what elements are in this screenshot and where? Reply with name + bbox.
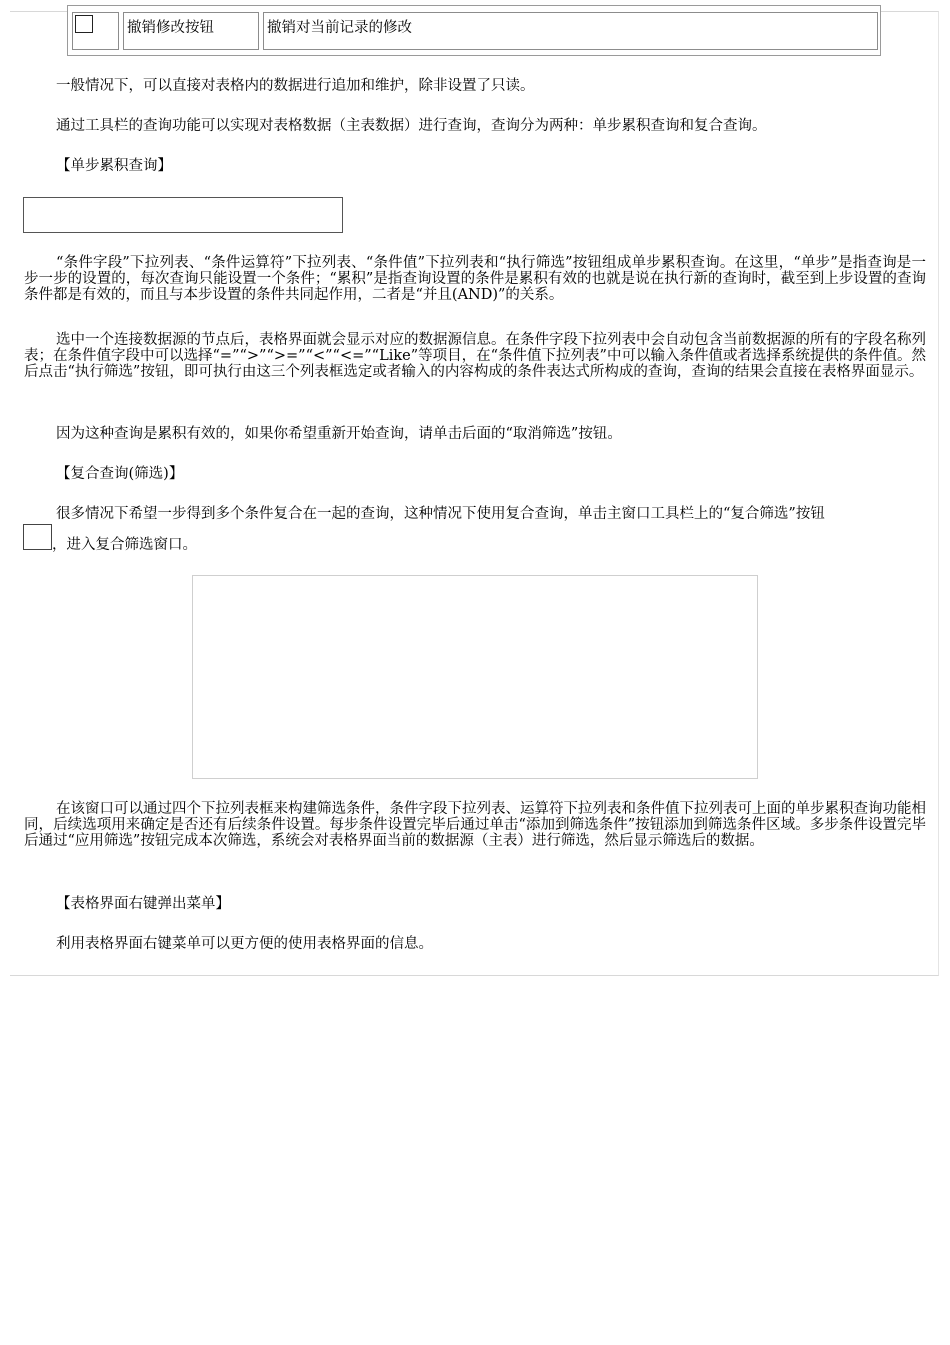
paragraph-filter-window-desc: 在该窗口可以通过四个下拉列表框来构建筛选条件，条件字段下拉列表、运算符下拉列表和条件值下拉列表可上面的单步累积查询功能相同，后续选项用来确定是否还有后续条件设置。每步条件设置完毕后通过单击“添加到筛选条件”按钮添加到筛选条件区域。多步条件设置完毕后通过“应用筛选”按钮完成本次筛选，系统会对表格界面当前的数据源（主表）进行筛选，然后显示筛选后的数据。 <box>24 801 926 849</box>
table-cell-name <box>123 12 259 50</box>
compound-filter-button-icon <box>23 524 52 550</box>
undo-button-icon <box>75 15 93 33</box>
button-table <box>67 5 881 56</box>
heading-context-menu: 【表格界面右键弹出菜单】 <box>56 896 230 912</box>
button-name-text: 撤销修改按钮 <box>127 20 214 36</box>
paragraph-query-intro: 通过工具栏的查询功能可以实现对表格数据（主表数据）进行查询，查询分为两种：单步累积查询和复合查询。 <box>56 118 767 134</box>
heading-compound-query: 【复合查询(筛选)】 <box>56 466 184 482</box>
table-cell-description <box>263 12 878 50</box>
paragraph-single-step-desc: “条件字段”下拉列表、“条件运算符”下拉列表、“条件值”下拉列表和“执行筛选”按钮组成单步累积查询。在这里，“单步”是指查询是一步一步的设置的，每次查询只能设置一个条件；“累积”是指查询设置的条件是累积有效的也就是说在执行新的查询时，截至到上步设置的查询条件都是有效的，而且与本步设置的条件共同起作用，二者是“并且(AND)”的关系。 <box>24 255 926 303</box>
heading-single-step-query: 【单步累积查询】 <box>56 158 172 174</box>
paragraph-cancel-filter: 因为这种查询是累积有效的，如果你希望重新开始查询，请单击后面的“取消筛选”按钮。 <box>56 426 622 442</box>
single-step-toolbar-image <box>23 197 343 233</box>
paragraph-edit-info: 一般情况下，可以直接对表格内的数据进行追加和维护，除非设置了只读。 <box>56 78 535 94</box>
button-description-text: 撤销对当前记录的修改 <box>267 20 412 36</box>
paragraph-datasource-desc: 选中一个连接数据源的节点后，表格界面就会显示对应的数据源信息。在条件字段下拉列表中会自动包含当前数据源的所有的字段名称列表；在条件值字段中可以选择“=”“>”“>=”“<”“<=”“Like”等项目，在“条件值下拉列表”中可以输入条件值或者选择系统提供的条件值。然后点击“执行筛选”按钮，即可执行由这三个列表框选定或者输入的内容构成的条件表达式所构成的查询，查询的结果会直接在表格界面显示。 <box>24 332 926 380</box>
compound-filter-window-image <box>192 575 758 779</box>
paragraph-compound-desc-line1: 很多情况下希望一步得到多个条件复合在一起的查询，这种情况下使用复合查询，单击主窗口工具栏上的“复合筛选”按钮 <box>56 506 825 522</box>
table-cell-icon <box>72 12 119 50</box>
paragraph-compound-desc-line2: ，进入复合筛选窗口。 <box>52 537 197 553</box>
paragraph-context-menu-desc: 利用表格界面右键菜单可以更方便的使用表格界面的信息。 <box>56 936 433 952</box>
